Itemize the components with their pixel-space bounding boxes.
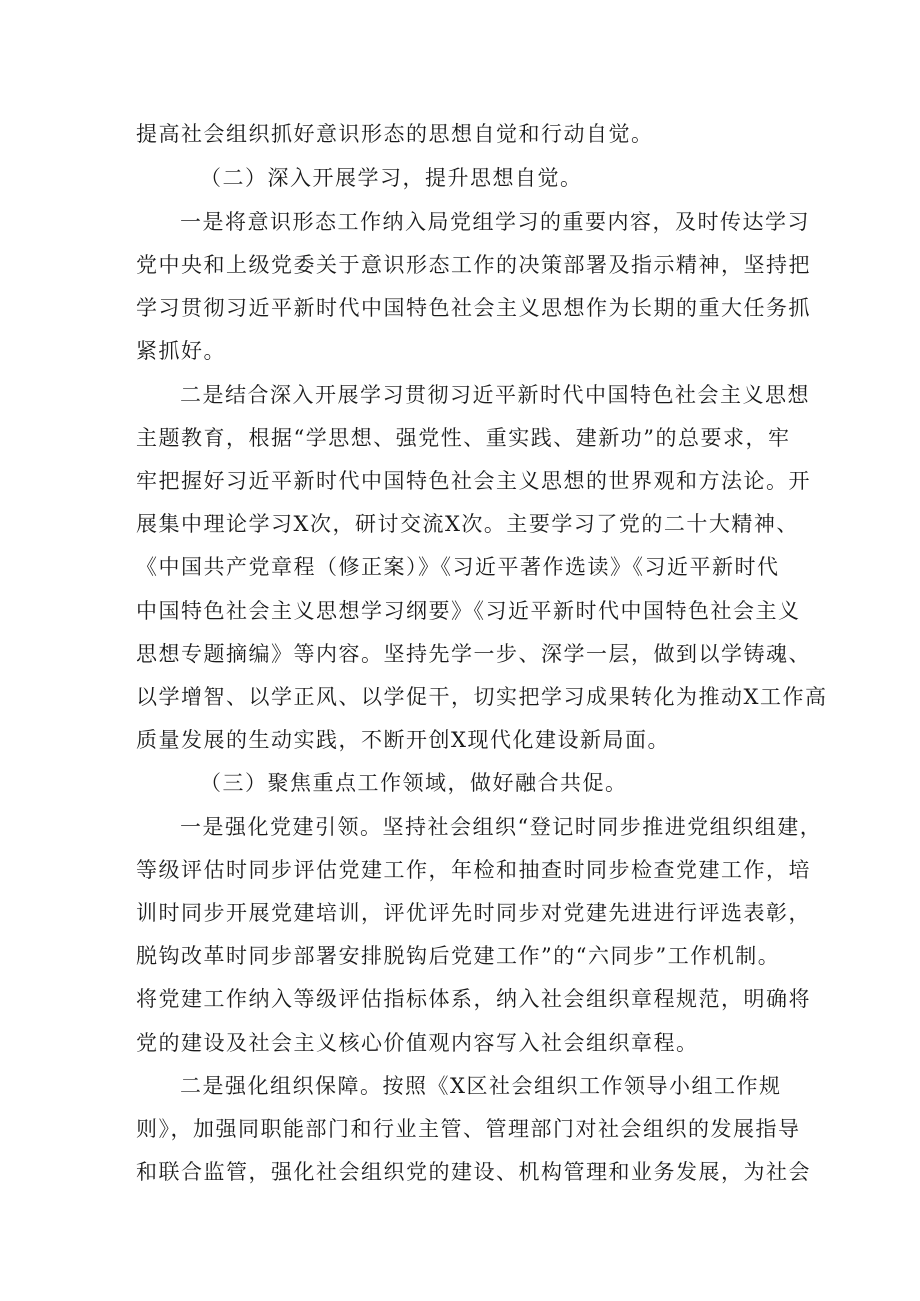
text-line: 学习贯彻习近平新时代中国特色社会主义思想作为长期的重大任务抓 — [136, 296, 811, 320]
text-line: 党中央和上级党委关于意识形态工作的决策部署及指示精神，坚持把 — [136, 253, 811, 277]
text-line: 中国特色社会主义思想学习纲要》《习近平新时代中国特色社会主义 — [136, 599, 801, 623]
text-line: 紧抓好。 — [136, 339, 226, 363]
text-line: 训时同步开展党建培训，评优评先时同步对党建先进进行评选表彰， — [136, 901, 811, 925]
text-line: 思想专题摘编》等内容。坚持先学一步、深学一层，做到以学铸魂、 — [136, 642, 811, 666]
text-line: 以学增智、以学正风、以学促干，切实把学习成果转化为推动X工作高 — [136, 685, 828, 709]
text-line: 等级评估时同步评估党建工作，年检和抽查时同步检查党建工作，培 — [136, 858, 811, 882]
text-line: 质量发展的生动实践，不断开创X现代化建设新局面。 — [136, 728, 670, 752]
text-line: 《中国共产党章程（修正案）》《习近平著作选读》《习近平新时代 — [136, 555, 780, 579]
text-line: 展集中理论学习X次，研讨交流X次。主要学习了党的二十大精神、 — [136, 512, 799, 536]
text-line: 和联合监管，强化社会组织党的建设、机构管理和业务发展，为社会 — [136, 1160, 811, 1184]
text-line: 主题教育，根据“学思想、强党性、重实践、建新功”的总要求，牢 — [136, 426, 791, 450]
text-line: 则》，加强同职能部门和行业主管、管理部门对社会组织的发展指导 — [136, 1117, 801, 1141]
text-line: 二是强化组织保障。按照《X区社会组织工作领导小组工作规 — [180, 1074, 782, 1098]
text-line: 党的建设及社会主义核心价值观内容写入社会组织章程。 — [136, 1031, 699, 1055]
text-line: 将党建工作纳入等级评估指标体系，纳入社会组织章程规范，明确将 — [136, 987, 811, 1011]
text-line: 牢把握好习近平新时代中国特色社会主义思想的世界观和方法论。开 — [136, 469, 811, 493]
text-line: 一是强化党建引领。坚持社会组织“登记时同步推进党组织组建， — [180, 815, 823, 839]
text-line: 一是将意识形态工作纳入局党组学习的重要内容，及时传达学习 — [180, 210, 810, 234]
section-heading: （三）聚焦重点工作领域，做好融合共促。 — [200, 771, 628, 795]
section-heading: （二）深入开展学习，提升思想自觉。 — [200, 166, 583, 190]
text-line: 脱钩改革时同步部署安排脱钩后党建工作”的“六同步”工作机制。 — [136, 944, 781, 968]
text-line: 二是结合深入开展学习贯彻习近平新时代中国特色社会主义思想 — [180, 383, 810, 407]
text-line: 提高社会组织抓好意识形态的思想自觉和行动自觉。 — [136, 122, 654, 146]
